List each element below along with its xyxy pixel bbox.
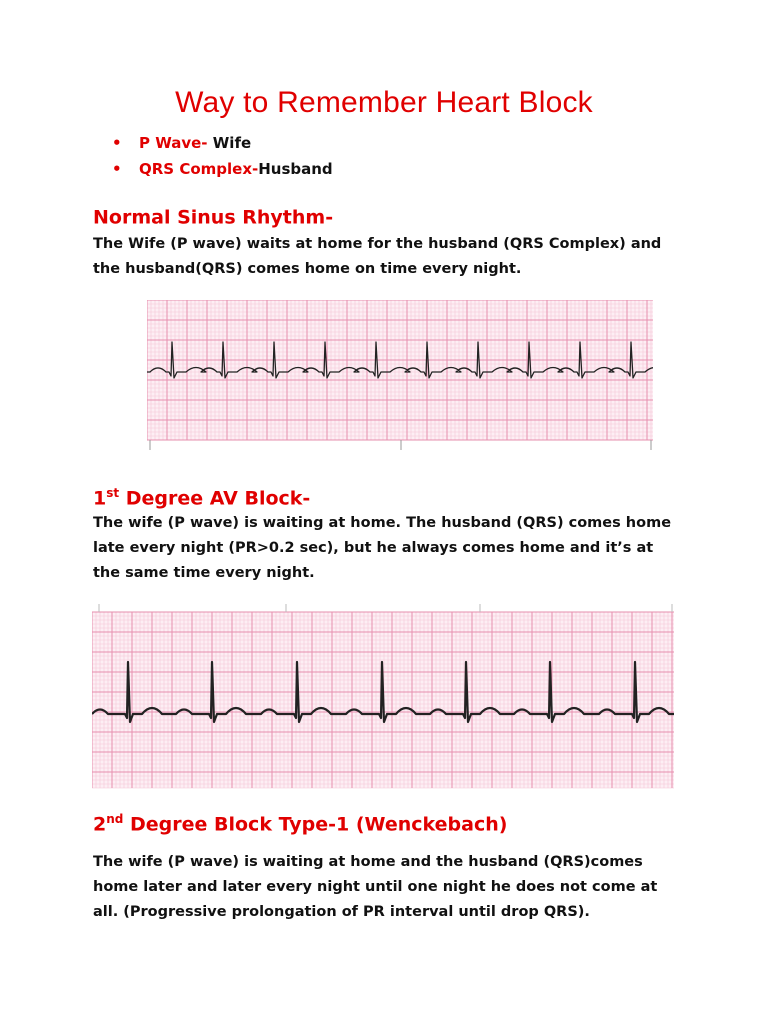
section-body-first-degree: The wife (P wave) is waiting at home. The husband (QRS) comes home late every night (PR>0.2 sec), but he always comes home and it’s at the same time every night. xyxy=(93,515,672,581)
page-title: Way to Remember Heart Block xyxy=(175,86,593,119)
legend-term: QRS Complex- xyxy=(139,160,259,178)
legend-list xyxy=(112,130,333,182)
heading-text: Degree Block Type-1 (Wenckebach) xyxy=(123,813,508,836)
ecg-strip-first-degree xyxy=(92,604,674,790)
heading-text: Degree AV Block- xyxy=(119,487,311,510)
section-body-wenckebach: The wife (P wave) is waiting at home and the husband (QRS)comes home later and later every night until one night he does not come at all. (Progressive prolongation of PR interval until drop QRS). xyxy=(93,854,658,920)
ecg-time-ticks xyxy=(150,440,651,450)
legend-term: P Wave- xyxy=(139,134,208,152)
section-body-normal-sinus: The Wife (P wave) waits at home for the husband (QRS Complex) and the husband(QRS) comes home on time every night. xyxy=(93,236,662,277)
bullet-icon: • xyxy=(112,134,122,152)
legend-item xyxy=(112,130,333,156)
section-heading-first-degree xyxy=(93,486,310,509)
section-heading-normal-sinus xyxy=(93,205,333,228)
legend-item xyxy=(112,156,333,182)
legend-meaning: Husband xyxy=(258,160,333,178)
heading-text: Normal Sinus Rhythm- xyxy=(93,206,334,229)
ecg-time-ticks xyxy=(99,604,672,612)
legend-meaning: Wife xyxy=(207,134,252,152)
heading-superscript: st xyxy=(106,486,120,500)
heading-number: 2 xyxy=(93,813,107,836)
section-heading-wenckebach xyxy=(93,812,507,835)
heading-number: 1 xyxy=(93,487,107,510)
heading-superscript: nd xyxy=(106,812,124,826)
ecg-strip-normal-sinus xyxy=(147,300,653,460)
bullet-icon: • xyxy=(112,160,122,178)
